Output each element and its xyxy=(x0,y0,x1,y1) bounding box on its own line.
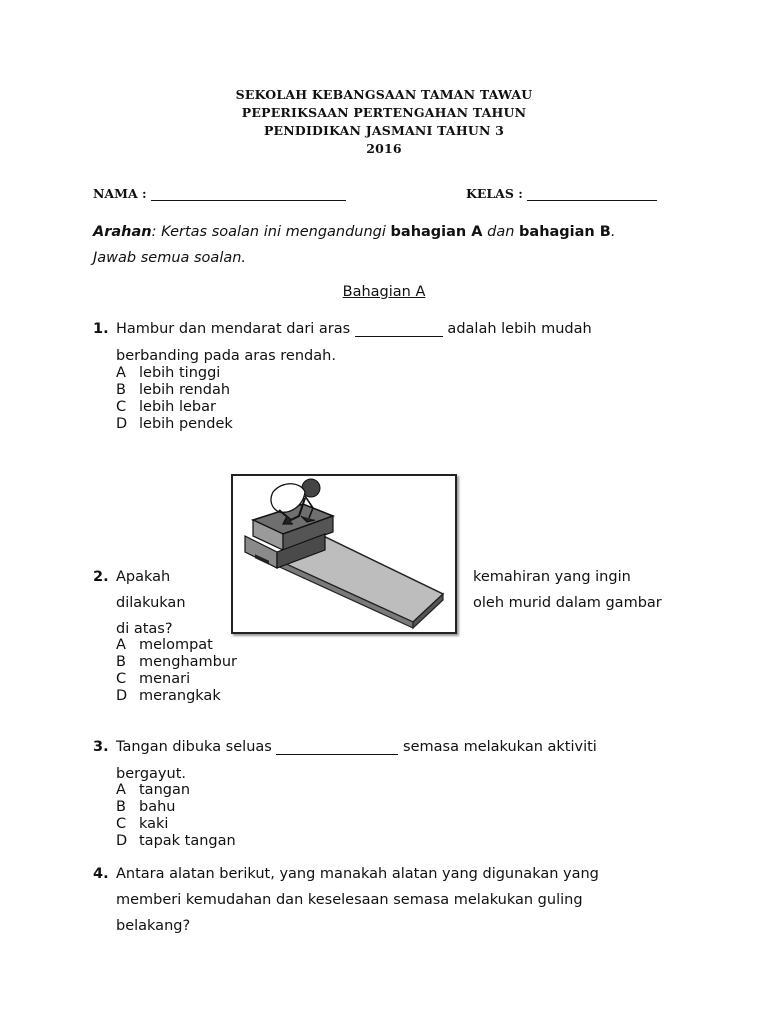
option-letter: C xyxy=(116,671,127,687)
option[interactable] xyxy=(116,416,233,433)
option[interactable] xyxy=(116,654,237,671)
option-letter: C xyxy=(116,399,127,415)
subject-title: PENDIDIKAN JASMANI TAHUN 3 xyxy=(263,123,505,138)
q1-text-after: adalah lebih mudah xyxy=(442,321,592,337)
arahan-text-1: : Kertas soalan ini mengandungi xyxy=(151,224,391,240)
option-text: melompat xyxy=(139,637,213,653)
q1-answer-blank[interactable] xyxy=(355,322,443,337)
q2-line-1-right: kemahiran yang ingin xyxy=(473,569,631,585)
exam-year: 2016 xyxy=(366,141,402,156)
option-letter: D xyxy=(116,416,128,432)
question-number: 1. xyxy=(93,321,109,337)
option-text: menghambur xyxy=(139,654,237,670)
option-text: menari xyxy=(139,671,191,687)
option-text: kaki xyxy=(139,816,169,832)
option-letter: C xyxy=(116,816,127,832)
exam-title: PEPERIKSAAN PERTENGAHAN TAHUN xyxy=(241,105,527,120)
option[interactable] xyxy=(116,816,236,833)
q2-line-1-left: Apakah xyxy=(116,569,171,585)
class-label: KELAS : xyxy=(466,186,523,201)
question-number: 3. xyxy=(93,739,109,755)
option-letter: B xyxy=(116,382,126,398)
instructions xyxy=(93,219,693,271)
section-title: Bahagian A xyxy=(342,284,426,300)
q1-text-before: Hambur dan mendarat dari aras xyxy=(116,321,355,337)
q2-line-2-left: dilakukan xyxy=(116,595,186,611)
name-blank[interactable] xyxy=(151,188,346,201)
q3-options xyxy=(116,782,236,850)
question-number: 4. xyxy=(93,866,109,882)
option-text: tapak tangan xyxy=(139,833,236,849)
option-letter: A xyxy=(116,637,126,653)
school-name: SEKOLAH KEBANGSAAN TAMAN TAWAU xyxy=(235,87,533,102)
option-letter: B xyxy=(116,654,126,670)
option-text: bahu xyxy=(139,799,176,815)
option-text: lebih tinggi xyxy=(139,365,221,381)
q3-line-2: bergayut. xyxy=(116,766,186,782)
q1-line-2: berbanding pada aras rendah. xyxy=(116,348,336,364)
vaulting-box-illustration xyxy=(233,476,455,632)
q2-line-2-right: oleh murid dalam gambar xyxy=(473,595,662,611)
q2-line-3: di atas? xyxy=(116,621,173,637)
q3-answer-blank[interactable] xyxy=(276,740,398,755)
option-text: lebih pendek xyxy=(139,416,233,432)
name-field xyxy=(93,186,346,201)
q4-line-1: Antara alatan berikut, yang manakah alatan yang digunakan yang xyxy=(116,866,599,882)
arahan-bahagian-a: bahagian A xyxy=(390,224,483,240)
option[interactable] xyxy=(116,365,233,382)
arahan-bahagian-b: bahagian B xyxy=(519,224,611,240)
q4-line-2: memberi kemudahan dan keselesaan semasa melakukan guling xyxy=(116,892,583,908)
option[interactable] xyxy=(116,833,236,850)
option[interactable] xyxy=(116,688,237,705)
option-letter: A xyxy=(116,782,126,798)
q3-text-before: Tangan dibuka seluas xyxy=(116,739,277,755)
name-label: NAMA : xyxy=(93,186,147,201)
option-letter: D xyxy=(116,833,128,849)
class-field xyxy=(466,186,657,201)
arahan-label: Arahan xyxy=(93,224,152,240)
class-blank[interactable] xyxy=(527,188,657,201)
option[interactable] xyxy=(116,637,237,654)
arahan-text-2: dan xyxy=(482,224,520,240)
option-letter: A xyxy=(116,365,126,381)
option-letter: B xyxy=(116,799,126,815)
option[interactable] xyxy=(116,382,233,399)
option-text: lebih rendah xyxy=(139,382,231,398)
option-letter: D xyxy=(116,688,128,704)
option[interactable] xyxy=(116,782,236,799)
q1-options xyxy=(116,365,233,433)
q2-options xyxy=(116,637,237,705)
q4-line-3: belakang? xyxy=(116,918,191,934)
option-text: tangan xyxy=(139,782,191,798)
arahan-line-2: Jawab semua soalan. xyxy=(93,250,247,266)
exam-header xyxy=(0,86,768,158)
q3-text-after: semasa melakukan aktiviti xyxy=(398,739,597,755)
option[interactable] xyxy=(116,399,233,416)
option[interactable] xyxy=(116,671,237,688)
question-number: 2. xyxy=(93,569,109,585)
option-text: lebih lebar xyxy=(139,399,216,415)
arahan-text-3: . xyxy=(610,224,616,240)
vaulting-box-figure xyxy=(231,474,457,634)
option-text: merangkak xyxy=(139,688,221,704)
option[interactable] xyxy=(116,799,236,816)
